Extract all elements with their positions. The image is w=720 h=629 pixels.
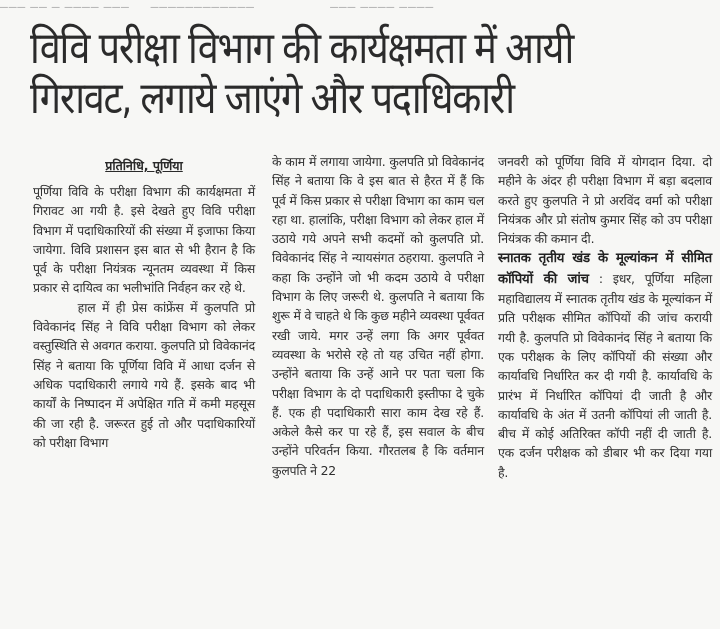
article-column-1 — [33, 182, 255, 452]
headline-line-2: गिरावट, लगाये जाएंगे और पदाधिकारी — [30, 73, 514, 124]
paragraph: जनवरी को पूर्णिया विवि में योगदान दिया. दो महीने के अंदर ही परीक्षा विभाग में बड़ा बदलाव करते हुए कुलपति ने प्रो अरविंद वर्मा को परीक्षा नियंत्रक और प्रो संतोष कुमार सिंह को उप परीक्षा नियंत्रक की कमान दी. — [498, 154, 712, 247]
headline-line-1: विवि परीक्षा विभाग की कार्यक्षमता में आयी — [30, 23, 573, 74]
paragraph-with-subheading — [498, 248, 712, 482]
byline: प्रतिनिधि, पूर्णिया — [105, 158, 183, 173]
article-column-2 — [272, 152, 484, 480]
paragraph-text: : इधर, पूर्णिया महिला महाविद्यालय में स्नातक तृतीय खंड के मूल्यांकन में प्रति परीक्षक सीमित कॉपियों की जांच करायी गयी है. कुलपति प्रो विवेकानंद सिंह ने बताया कि एक परीक्षक के लिए कॉपियों की संख्या और कार्यावधि निर्धारित कर दी गयी है. कार्यावधि के प्रारंभ में निर्धारित कॉपियां दी जाती है और कार्यावधि के अंत में उतनी कॉपियां ली जाती है. बीच में कोई अतिरिक्त कॉपी नहीं दी जाती है. एक दर्जन परीक्षक को डीबार भी कर दिया गया है. — [498, 270, 712, 480]
paragraph: पूर्णिया विवि के परीक्षा विभाग की कार्यक्षमता में गिरावट आ गयी है. इसे देखते हुए विवि परीक्षा विभाग में पदाधिकारियों की संख्या में इजाफा किया जायेगा. विवि प्रशासन इस बात से भी हैरान है कि पूर्व के परीक्षा नियंत्रक न्यूनतम व्यवस्था में किस प्रकार से दायित्व का भलीभांति निर्वहन कर रहे थे. — [33, 184, 255, 296]
headline — [30, 24, 623, 124]
subheading: स्नातक तृतीय खंड के मूल्यांकन में सीमित कॉपियों की जांच — [498, 251, 712, 287]
paragraph: हाल में ही प्रेस कांफ्रेंस में कुलपति प्रो विवेकानंद सिंह ने विवि परीक्षा विभाग को लेकर वस्तुस्थिति से अवगत कराया. कुलपति प्रो विवेकानंद सिंह ने बताया कि पूर्णिया विवि में आधा दर्जन से अधिक पदाधिकारी लगाये गये हैं. इसके बाद भी कार्यों के निष्पादन में अपेक्षित गति में कमी महसूस की जा रही है. जरूरत हुई तो और पदाधिकारियों को परीक्षा विभाग — [33, 299, 255, 450]
paragraph: के काम में लगाया जायेगा. कुलपति प्रो विवेकानंद सिंह ने बताया कि वे इस बात से हैरत में हैं कि पूर्व में किस प्रकार से परीक्षा विभाग का काम चल रहा था. हालांकि, परीक्षा विभाग को लेकर हाल में उठाये गये अपने सभी कदमों को कुलपति प्रो. विवेकानंद सिंह ने न्यायसंगत ठहराया. कुलपति ने कहा कि उन्होंने जो भी कदम उठाये वे परीक्षा विभाग के लिए जरूरी थे. कुलपति ने बताया कि शुरू में वे चाहते थे कि कुछ महीने व्यवस्था पूर्ववत रखी जाये. मगर उन्हें लगा कि अगर पूर्ववत व्यवस्था के भरोसे रहे तो यह उचित नहीं होगा. उन्होंने बताया कि उन्हें आने पर पता चला कि परीक्षा विभाग के दो पदाधिकारी इस्तीफा दे चुके हैं. एक ही पदाधिकारी सारा काम देख रहे हैं. अकेले कैसे कर पा रहे हैं, इस सवाल के बीच उन्होंने परिवर्तन किया. गौरतलब है कि वर्तमान कुलपति ने 22 — [272, 154, 484, 478]
article-column-3 — [498, 152, 712, 482]
cut-off-previous-text: ▁▁▁ ▁▁ ▁ ▁▁▁▁ ▁▁▁ ▁▁▁▁▁▁▁▁▁▁▁▁ ▁▁▁ ▁▁▁▁ ▁▁▁▁ — [0, 0, 435, 8]
